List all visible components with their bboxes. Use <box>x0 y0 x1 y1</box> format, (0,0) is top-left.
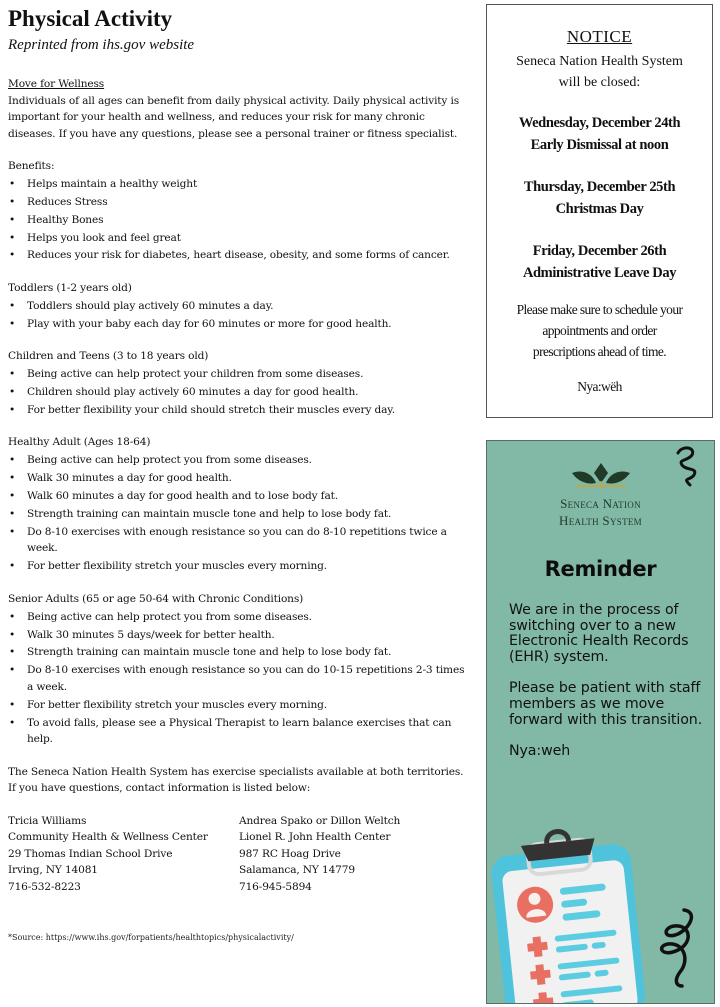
reminder-signoff: Nya:weh <box>509 743 571 760</box>
reminder-body <box>509 603 709 776</box>
list-item: • Helps you look and feel great <box>8 230 470 247</box>
notice-reminder-line1: Please make sure to schedule your <box>516 302 683 317</box>
section-toddlers <box>8 280 470 332</box>
list-item: • Reduces Stress <box>8 194 470 211</box>
reminder-title: Reminder <box>544 557 657 581</box>
closure-item <box>487 112 712 156</box>
seneca-logo <box>487 461 714 529</box>
notice-reminder-line3: prescriptions ahead of time. <box>532 344 667 359</box>
logo-line1: Seneca Nation <box>560 496 641 511</box>
list-item: • Being active can help protect your children from some diseases. <box>8 366 470 383</box>
bullet-list <box>8 609 470 748</box>
section-heading: Children and Teens (3 to 18 years old) <box>8 350 209 363</box>
article-body <box>8 76 470 895</box>
closure-note: Early Dismissal at noon <box>530 137 669 153</box>
section-benefits <box>8 158 470 264</box>
article-title: Physical Activity <box>8 6 173 31</box>
list-item: • Do 8-10 exercises with enough resistance so you can do 8-10 repetitions twice a week. <box>8 524 470 557</box>
section-children-teens <box>8 348 470 418</box>
list-item: • Walk 60 minutes a day for good health and to lose body fat. <box>8 488 470 505</box>
notice-intro-line1: Seneca Nation Health System <box>516 54 683 69</box>
notice-reminder-line2: appointments and order <box>542 323 657 338</box>
notice-heading: NOTICE <box>566 27 633 46</box>
contact-street: 29 Thomas Indian School Drive <box>8 847 173 860</box>
logo-line2: Health System <box>559 513 642 528</box>
closure-notice <box>486 4 713 418</box>
list-item: • Strength training can maintain muscle tone and help to lose body fat. <box>8 644 470 661</box>
notice-signoff: Nya:wëh <box>577 379 622 394</box>
section-senior-adults <box>8 591 470 748</box>
contact-card <box>239 813 470 896</box>
bullet-list <box>8 366 470 418</box>
reminder-paragraph: Please be patient with staff members as we move forward with this transition. <box>509 680 703 728</box>
list-item: • Reduces your risk for diabetes, heart disease, obesity, and some forms of cancer. <box>8 247 470 264</box>
contact-name: Andrea Spako or Dillon Weltch <box>239 814 401 827</box>
source-citation: *Source: https://www.ihs.gov/forpatients/healthtopics/physicalactivity/ <box>8 933 294 942</box>
list-item: • For better flexibility your child should stretch their muscles every day. <box>8 402 470 419</box>
contact-facility: Lionel R. John Health Center <box>239 831 391 844</box>
closure-date: Wednesday, December 24th <box>518 115 681 131</box>
closure-item <box>487 240 712 284</box>
list-item: • Play with your baby each day for 60 minutes or more for good health. <box>8 316 470 333</box>
list-item: • Helps maintain a healthy weight <box>8 176 470 193</box>
section-heading: Senior Adults (65 or age 50-64 with Chronic Conditions) <box>8 592 304 605</box>
list-item: • Walk 30 minutes a day for good health. <box>8 470 470 487</box>
clipboard-medical-record-icon <box>487 821 657 1004</box>
section-heading: Benefits: <box>8 160 55 172</box>
squiggle-icon <box>654 906 698 990</box>
list-item: • Strength training can maintain muscle tone and help to lose body fat. <box>8 506 470 523</box>
bullet-list <box>8 298 470 332</box>
list-item: • Being active can help protect you from some diseases. <box>8 452 470 469</box>
list-item: • Children should play actively 60 minutes a day for good health. <box>8 384 470 401</box>
notice-reminder <box>487 299 712 362</box>
closure-item <box>487 176 712 220</box>
contact-phone: 716-945-5894 <box>239 880 312 893</box>
leaf-crown-icon <box>568 461 634 491</box>
section-heading: Toddlers (1-2 years old) <box>8 281 132 294</box>
contact-street: 987 RC Hoag Drive <box>239 847 341 860</box>
list-item: • For better flexibility stretch your muscles every morning. <box>8 697 470 714</box>
list-item: • Do 8-10 exercises with enough resistance so you can do 10-15 repetitions 2-3 times a week. <box>8 662 470 695</box>
list-item: • Toddlers should play actively 60 minutes a day. <box>8 298 470 315</box>
notice-intro-line2: will be closed: <box>558 74 641 90</box>
closure-note: Administrative Leave Day <box>522 265 677 281</box>
list-item: • To avoid falls, please see a Physical Therapist to learn balance exercises that can help. <box>8 715 470 748</box>
bullet-list <box>8 452 470 574</box>
list-item: • Healthy Bones <box>8 212 470 229</box>
intro-heading: Move for Wellness <box>8 78 105 90</box>
article <box>8 4 470 895</box>
contact-city: Salamanca, NY 14779 <box>239 864 355 877</box>
closure-date: Thursday, December 25th <box>523 179 676 195</box>
section-heading: Healthy Adult (Ages 18-64) <box>8 436 151 449</box>
bullet-list <box>8 176 470 264</box>
closing-text: The Seneca Nation Health System has exercise specialists available at both territories. If you have questions, contact information is listed below: <box>8 765 464 795</box>
intro-text: Individuals of all ages can benefit from daily physical activity. Daily physical activity is important for your health and wellness, and reduces your risk for many chronic diseases. If you have any questions, please see a personal trainer or fitness specialist. <box>8 94 459 140</box>
contact-name: Tricia Williams <box>8 814 87 827</box>
list-item: • Walk 30 minutes 5 days/week for better health. <box>8 627 470 644</box>
section-healthy-adult <box>8 434 470 574</box>
contact-card <box>8 813 239 896</box>
closure-date: Friday, December 26th <box>532 243 667 259</box>
ehr-reminder-card <box>486 440 715 1004</box>
closure-note: Christmas Day <box>555 201 644 217</box>
reminder-paragraph: We are in the process of switching over to a new Electronic Health Records (EHR) system. <box>509 602 689 665</box>
list-item: • For better flexibility stretch your muscles every morning. <box>8 558 470 575</box>
contact-city: Irving, NY 14081 <box>8 864 98 877</box>
list-item: • Being active can help protect you from some diseases. <box>8 609 470 626</box>
contacts <box>8 813 470 896</box>
contact-facility: Community Health & Wellness Center <box>8 831 208 844</box>
contact-phone: 716-532-8223 <box>8 880 81 893</box>
article-subtitle: Reprinted from ihs.gov website <box>8 37 195 53</box>
